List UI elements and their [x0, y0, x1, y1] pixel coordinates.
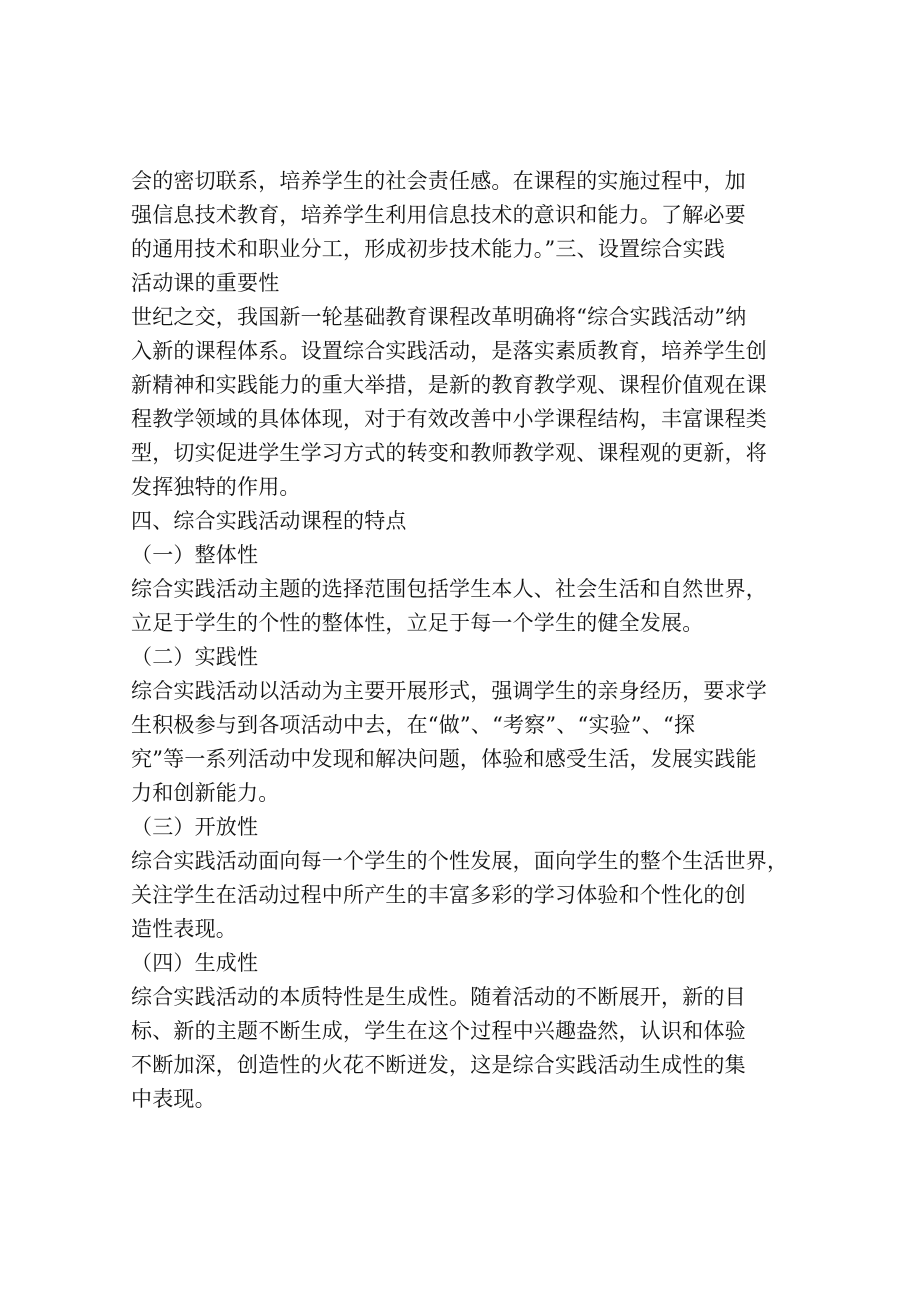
text-line: 标、新的主题不断生成，学生在这个过程中兴趣盎然，认识和体验	[131, 1019, 746, 1043]
subsection-heading: （四）生成性	[131, 951, 259, 975]
section-heading: 四、综合实践活动课程的特点	[131, 509, 407, 533]
text-line: 程教学领域的具体体现，对于有效改善中小学课程结构，丰富课程类	[131, 407, 767, 431]
text-line: 究”等一系列活动中发现和解决问题，体验和感受生活，发展实践能	[131, 747, 757, 771]
text-line: 入新的课程体系。设置综合实践活动，是落实素质教育，培养学生创	[131, 339, 767, 363]
text-line: 不断加深，创造性的火花不断迸发，这是综合实践活动生成性的集	[131, 1053, 746, 1077]
text-line: 发挥独特的作用。	[131, 475, 301, 499]
subsection-heading: （一）整体性	[131, 543, 259, 567]
text-line: 立足于学生的个性的整体性，立足于每一个学生的健全发展。	[131, 611, 704, 635]
document-body	[131, 164, 801, 1116]
text-line: 世纪之交，我国新一轮基础教育课程改革明确将“综合实践活动”纳	[131, 305, 747, 329]
text-line: 新精神和实践能力的重大举措，是新的教育教学观、课程价值观在课	[131, 373, 767, 397]
text-line: 型，切实促进学生学习方式的转变和教师教学观、课程观的更新，将	[131, 441, 767, 465]
subsection-heading: （二）实践性	[131, 645, 259, 669]
text-line: 造性表现。	[131, 917, 237, 941]
section-heading-line: 活动课的重要性	[131, 271, 280, 295]
text-line: 综合实践活动的本质特性是生成性。随着活动的不断展开，新的目	[131, 985, 746, 1009]
text-line: 中表现。	[131, 1087, 216, 1111]
text-line: 会的密切联系，培养学生的社会责任感。在课程的实施过程中，加	[131, 169, 746, 193]
text-line: 综合实践活动主题的选择范围包括学生本人、社会生活和自然世界，	[131, 577, 767, 601]
text-line: 的通用技术和职业分工，形成初步技术能力。”三、设置综合实践	[131, 237, 726, 261]
subsection-heading: （三）开放性	[131, 815, 259, 839]
text-line: 关注学生在活动过程中所产生的丰富多彩的学习体验和个性化的创	[131, 883, 746, 907]
text-line: 综合实践活动面向每一个学生的个性发展，面向学生的整个生活世界，	[131, 849, 789, 873]
text-line: 力和创新能力。	[131, 781, 280, 805]
text-line: 生积极参与到各项活动中去，在“做”、“考察”、“实验”、“探	[131, 713, 696, 737]
text-line: 综合实践活动以活动为主要开展形式，强调学生的亲身经历，要求学	[131, 679, 767, 703]
text-line: 强信息技术教育，培养学生利用信息技术的意识和能力。了解必要	[131, 203, 746, 227]
